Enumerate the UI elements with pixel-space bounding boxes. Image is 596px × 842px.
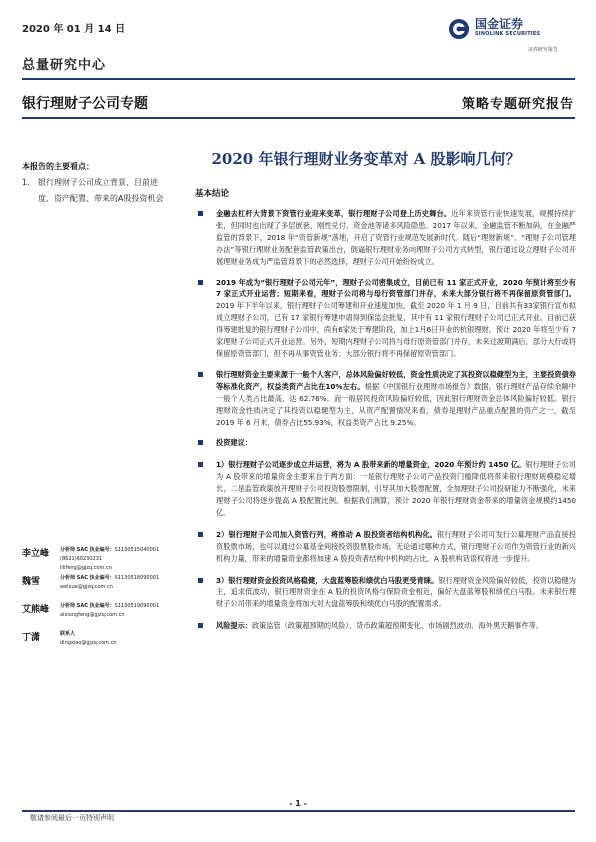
- report-date: 2020 年 01 月 14 日: [22, 24, 126, 35]
- sac-number: S1130519090001: [114, 603, 160, 609]
- sac-label: 分析师 SAC 执业编号：: [60, 603, 115, 609]
- report-type: 策略专题研究报告: [461, 97, 574, 112]
- conclusion-paragraph: [195, 277, 576, 360]
- sinolink-logo-icon: [448, 18, 470, 40]
- highlight-text: 银行理财子公司成立背景、目前进度、资产配置、带来的A股投资机会: [38, 178, 164, 203]
- risk-warning: [195, 620, 576, 632]
- suggestion-body: 银行理财子公司为 A 股带来的增量资金主要来自于两方面：一是银行理财子公司产品投资门槛降低将带来银行理财规模稳定增长，二是监管政策放开理财子公司投资股票限制，引导其加大股票配置，全加理财子公司投研能力不断强化，未来理财子公司将逐步提高 A 股配置比例。根据我们测算，预计 2020 年银行理财资金带来的增量资金规模约1450亿。: [216, 460, 576, 517]
- investment-heading-text: 投资建议：: [216, 438, 252, 448]
- suggestion-body: 银行理财子公司可发行公募理财产品直接投资股票市场，也可以通过公募基金间接投资股票股市场。无论通过哪种方式，银行理财子公司作为资管行业的新兴机构力量，带来的增量资金都将加速 A 股投资者结构中机构的占比，A 股机构话语权将进一步提升。: [216, 529, 576, 563]
- main-content: [195, 187, 576, 641]
- report-title: 2020 年银行理财业务变革对 A 股影响几何？: [211, 150, 521, 168]
- paragraph-lead: 金融去杠杆大背景下资管行业迎来变革，银行理财子公司登上历史舞台。: [216, 209, 452, 218]
- highlights-heading: 本报告的主要看点：: [22, 162, 94, 171]
- analyst-name: 李立峰: [22, 549, 50, 559]
- analyst-email[interactable]: dingxiao@gjzq.com.cn: [60, 640, 117, 646]
- bullet-square-icon: [198, 532, 203, 537]
- highlight-number: 1.: [22, 178, 30, 187]
- department-name: 总量研究中心: [22, 58, 107, 73]
- analyst-email[interactable]: lilifeng@gjzq.com.cn: [60, 565, 112, 571]
- analyst-email[interactable]: aixiongfeng@gjzq.com.cn: [60, 612, 125, 618]
- page-number: - 1 -: [289, 799, 307, 808]
- conclusion-paragraph: [195, 208, 576, 268]
- investment-heading: [195, 437, 576, 449]
- analyst-name: 丁潇: [22, 633, 41, 643]
- paragraph-lead: 银行理财资金主要来源于一般个人客户，总体风险偏好较低，资金性质决定了其投资以稳健型为主，主要投资债券等标准化资产，权益类资产占比在10%左右。: [216, 369, 576, 391]
- investment-suggestion: [195, 575, 576, 611]
- suggestion-lead: 1）银行理财子公司逐步成立并运营，将为 A 股带来新的增量资金，2020 年预计约 1450 亿。: [216, 460, 526, 470]
- bullet-square-icon: [198, 372, 203, 377]
- analyst-phone: (8621)60230231: [60, 556, 103, 562]
- sac-number: S1130518090001: [114, 575, 160, 581]
- highlight-item: [22, 175, 172, 207]
- bullet-square-icon: [198, 623, 203, 628]
- bullet-square-icon: [198, 462, 203, 467]
- company-logo: [448, 18, 540, 40]
- suggestion-body: 银行理财资金风险偏好较低，投资以稳健为主，追求低波动，银行理财资金在 A 股的投资风格与保险资金相近，偏好大盘蓝筹股和绩优白马股。未来银行理财子公司带来的增量资金将加大对大盘蓝筹股和绩优白马股的配置需求。: [216, 575, 576, 609]
- logo-subtitle: 证券研究报告: [528, 47, 559, 53]
- footer-divider: [22, 810, 575, 812]
- analyst-name: 艾熊峰: [22, 605, 50, 615]
- footer-disclaimer: 敬请参阅最后一页特别声明: [30, 814, 114, 822]
- analyst-email[interactable]: weixue@gjzq.com.cn: [60, 584, 113, 590]
- bullet-square-icon: [198, 211, 203, 216]
- paragraph-lead: 2019 年成为“银行理财子公司元年”，理财子公司密集成立，目前已有 11 家正式开业，2020 年预计将至少有 7 家正式开业运营；短期来看，理财子公司将与母行资管部门并存，未来大部分银行将不再保留原资管部门。: [216, 277, 576, 299]
- topic-divider: [22, 117, 575, 119]
- bullet-square-icon: [198, 578, 203, 583]
- report-topic: 银行理财子公司专题: [22, 96, 148, 112]
- sac-label: 分析师 SAC 执业编号：: [60, 575, 115, 581]
- contact-label: 联系人: [60, 631, 76, 637]
- risk-label: 风险提示：: [216, 621, 252, 631]
- risk-text: 政策监管（政策超预期的风险）、货币政策超预期变化、市场剧烈波动、海外黑天鹅事件等。: [251, 621, 544, 631]
- investment-suggestion: [195, 459, 576, 519]
- section-heading: 基本结论: [195, 189, 230, 199]
- suggestion-lead: 3）银行理财资金投资风格稳健，大盘蓝筹股和绩优白马股更受青睐。: [216, 575, 439, 585]
- analyst-name: 魏雪: [22, 577, 41, 587]
- logo-chinese-name: 国金证券: [475, 17, 524, 31]
- paragraph-body: 近年来资管行业快速发展，规模持续扩张，但同时也出现了多层嵌套、刚性兑付、资金池等诸多风险隐患。2017 年以来，金融监管不断加码，在金融严监管的背景下，2018 年“资管新规”落地，开启了资管行业规范发展新时代。随后“理财新规”、“理财子公司管理办法”等银行理财业务配套监管政策出台，倒逼银行理财业务向理财子公司方式转型，银行通过设立理财子公司开展理财业务成为严监管背景下的必然选择，理财子公司开始纷纷成立。: [216, 209, 576, 266]
- sac-number: S1130515040001: [114, 547, 160, 553]
- paragraph-body: 根据《中国银行业理财市场报告》数据，银行理财产品存续余额中一般个人类占比最高，达 62.76%。而一般居民投资风险偏好较低，因此银行理财资金总体风险偏好较低。银行理财资金性质决定了其投资以稳健型为主，从资产配置情况来看，债券是理财产品重点配置的资产之一，截至 2019 年 6 月末，债券占比55.93%，权益类资产占比 9.25%。: [216, 381, 576, 427]
- header-divider: [22, 78, 575, 80]
- sac-label: 分析师 SAC 执业编号：: [60, 547, 115, 553]
- paragraph-body: 2019 年下半年以来，银行理财子公司筹建和开业速度加快，截至 2020 年 1 月 9 日，目前共有33家银行宣布拟成立理财子公司，已有 17 家银行筹建申请得到保监会批复，其中有 11 家银行理财子公司已正式开业。目前已获得筹建批复的银行理财子公司中，尚有6家处于筹建阶段，加上1月6日开业的杭银理财，预计 2020 年将至少有 7 家理财子公司正式开业运营。另外，短期内理财子公司将与母行原资管部门并存，未来过渡期满后，部分大行或将保留原资管部门，但不再从事资管业务；大部分银行将不再保留原资管部门。: [216, 301, 576, 358]
- investment-suggestion: [195, 529, 576, 565]
- bullet-square-icon: [198, 280, 203, 285]
- bullet-square-icon: [198, 440, 203, 445]
- suggestion-lead: 2）银行理财子公司加入资管行列，将推动 A 股投资者结构机构化。: [216, 529, 437, 539]
- logo-english-name: SINOLINK SECURITIES: [475, 31, 541, 37]
- conclusion-paragraph: [195, 369, 576, 429]
